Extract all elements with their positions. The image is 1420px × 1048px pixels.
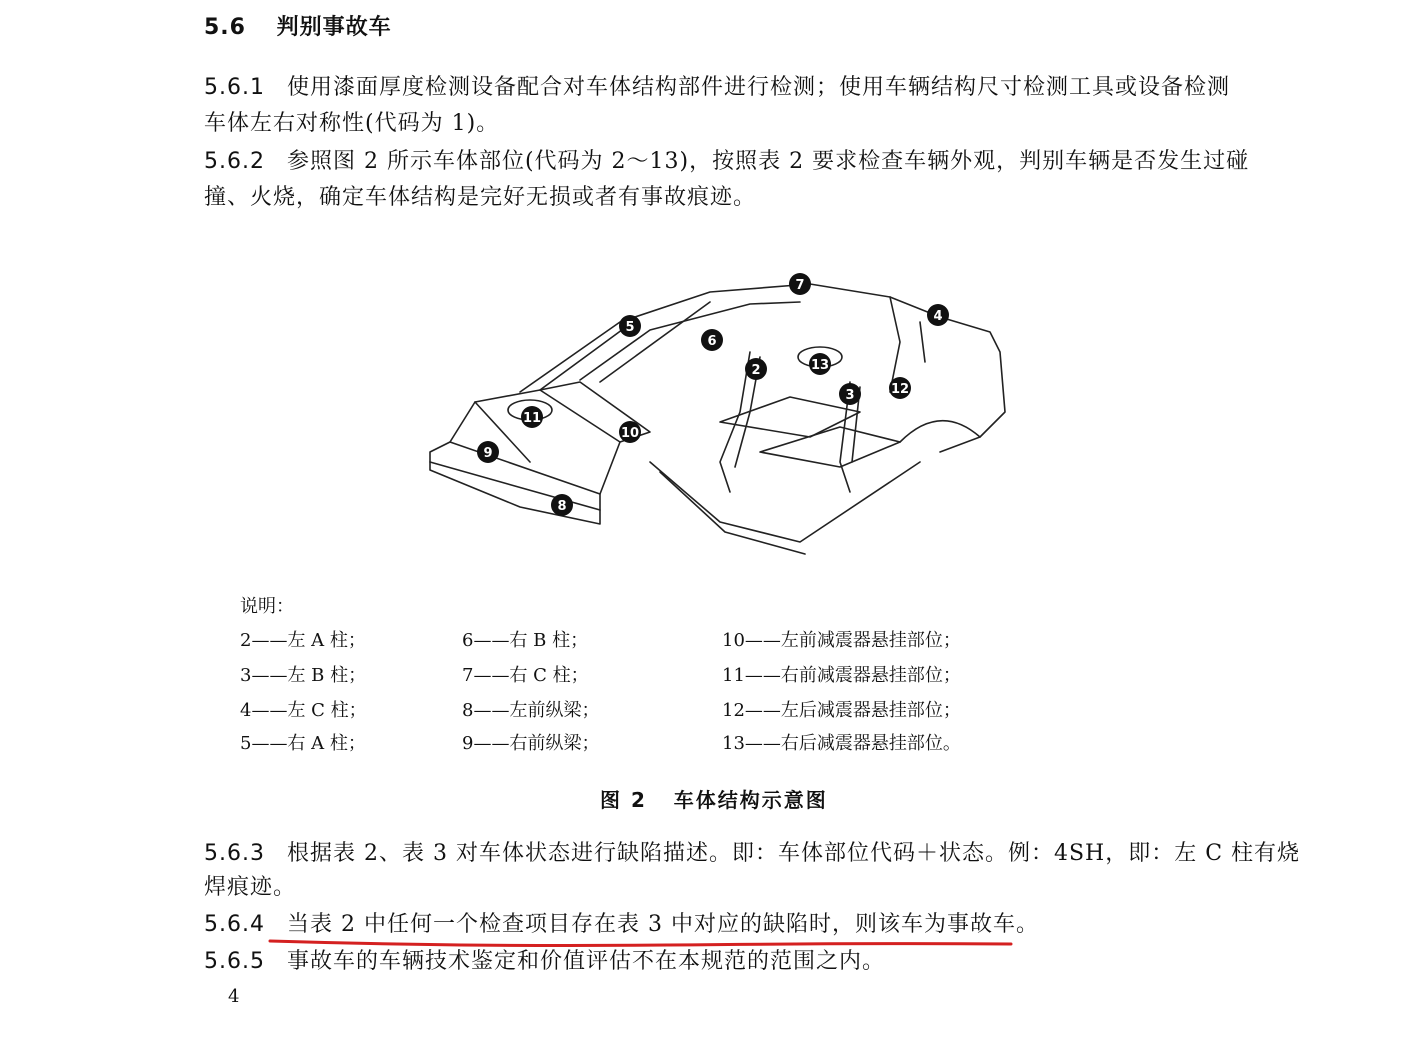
paragraph-5-6-3-cont: 焊痕迹。 [204,875,297,900]
svg-text:12: 12 [890,382,910,397]
legend-item: 8——左前纵梁； [462,700,600,721]
legend-title: 说明： [240,596,294,617]
section-title: 判别事故车 [276,15,392,40]
marker-6 [701,329,723,351]
marker-11 [521,406,543,428]
paragraph-5-6-3 [204,840,1300,868]
clause-text: 根据表 2、表 3 对车体状态进行缺陷描述。即：车体部位代码＋状态。例：4SH，即：左 C 柱有烧 [286,841,1301,866]
svg-text:5: 5 [625,320,635,335]
marker-13 [809,353,831,375]
paragraph-5-6-2-cont: 撞、火烧，确定车体结构是完好无损或者有事故痕迹。 [204,185,757,210]
svg-text:3: 3 [845,388,855,403]
marker-8 [551,494,573,516]
svg-text:8: 8 [557,499,567,514]
svg-text:2: 2 [751,363,761,378]
legend-item: 9——右前纵梁； [462,733,600,754]
car-body-structure-figure [420,262,1020,562]
clause-number: 5.6.1 [204,75,265,100]
page-number: 4 [228,986,240,1007]
car-body-outline [430,284,1005,554]
marker-4 [927,304,949,326]
legend-item: 4——左 C 柱； [240,700,367,721]
marker-10 [619,421,641,443]
svg-text:11: 11 [522,411,542,426]
marker-3 [839,383,861,405]
legend-item: 7——右 C 柱； [462,665,589,686]
clause-text: 事故车的车辆技术鉴定和价值评估不在本规范的范围之内。 [286,949,885,974]
marker-2 [745,358,767,380]
marker-7 [789,273,811,295]
clause-text: 当表 2 中任何一个检查项目存在表 3 中对应的缺陷时，则该车为事故车。 [286,912,1039,937]
svg-text:4: 4 [933,309,943,324]
marker-12 [889,377,911,399]
clause-text: 使用漆面厚度检测设备配合对车体结构部件进行检测；使用车辆结构尺寸检测工具或设备检测 [286,75,1230,100]
marker-5 [619,315,641,337]
clause-number: 5.6.2 [204,149,265,174]
clause-number: 5.6.4 [204,912,265,937]
legend-item: 10——左前减震器悬挂部位； [722,630,961,651]
paragraph-5-6-1-cont: 车体左右对称性(代码为 1)。 [204,111,500,136]
clause-number: 5.6.5 [204,949,265,974]
figure-caption: 图 2 车体结构示意图 [600,788,828,812]
legend-item: 5——右 A 柱； [240,733,366,754]
svg-text:9: 9 [483,446,493,461]
svg-text:13: 13 [810,358,830,373]
marker-9 [477,441,499,463]
legend-item: 2——左 A 柱； [240,630,366,651]
legend-item: 11——右前减震器悬挂部位； [722,665,961,686]
clause-number: 5.6.3 [204,841,265,866]
svg-text:6: 6 [707,334,717,349]
legend-item: 3——左 B 柱； [240,665,367,686]
legend-item: 12——左后减震器悬挂部位； [722,700,961,721]
clause-text: 参照图 2 所示车体部位(代码为 2～13)，按照表 2 要求检查车辆外观，判别车辆是否发生过碰 [286,149,1250,174]
section-heading [204,14,392,42]
section-number: 5.6 [204,15,246,40]
paragraph-5-6-2 [204,148,1249,176]
legend-item: 6——右 B 柱； [462,630,589,651]
paragraph-5-6-1 [204,74,1230,102]
svg-text:10: 10 [620,426,640,441]
paragraph-5-6-5 [204,948,885,976]
svg-text:7: 7 [795,278,805,293]
legend-item: 13——右后减震器悬挂部位。 [722,733,961,754]
